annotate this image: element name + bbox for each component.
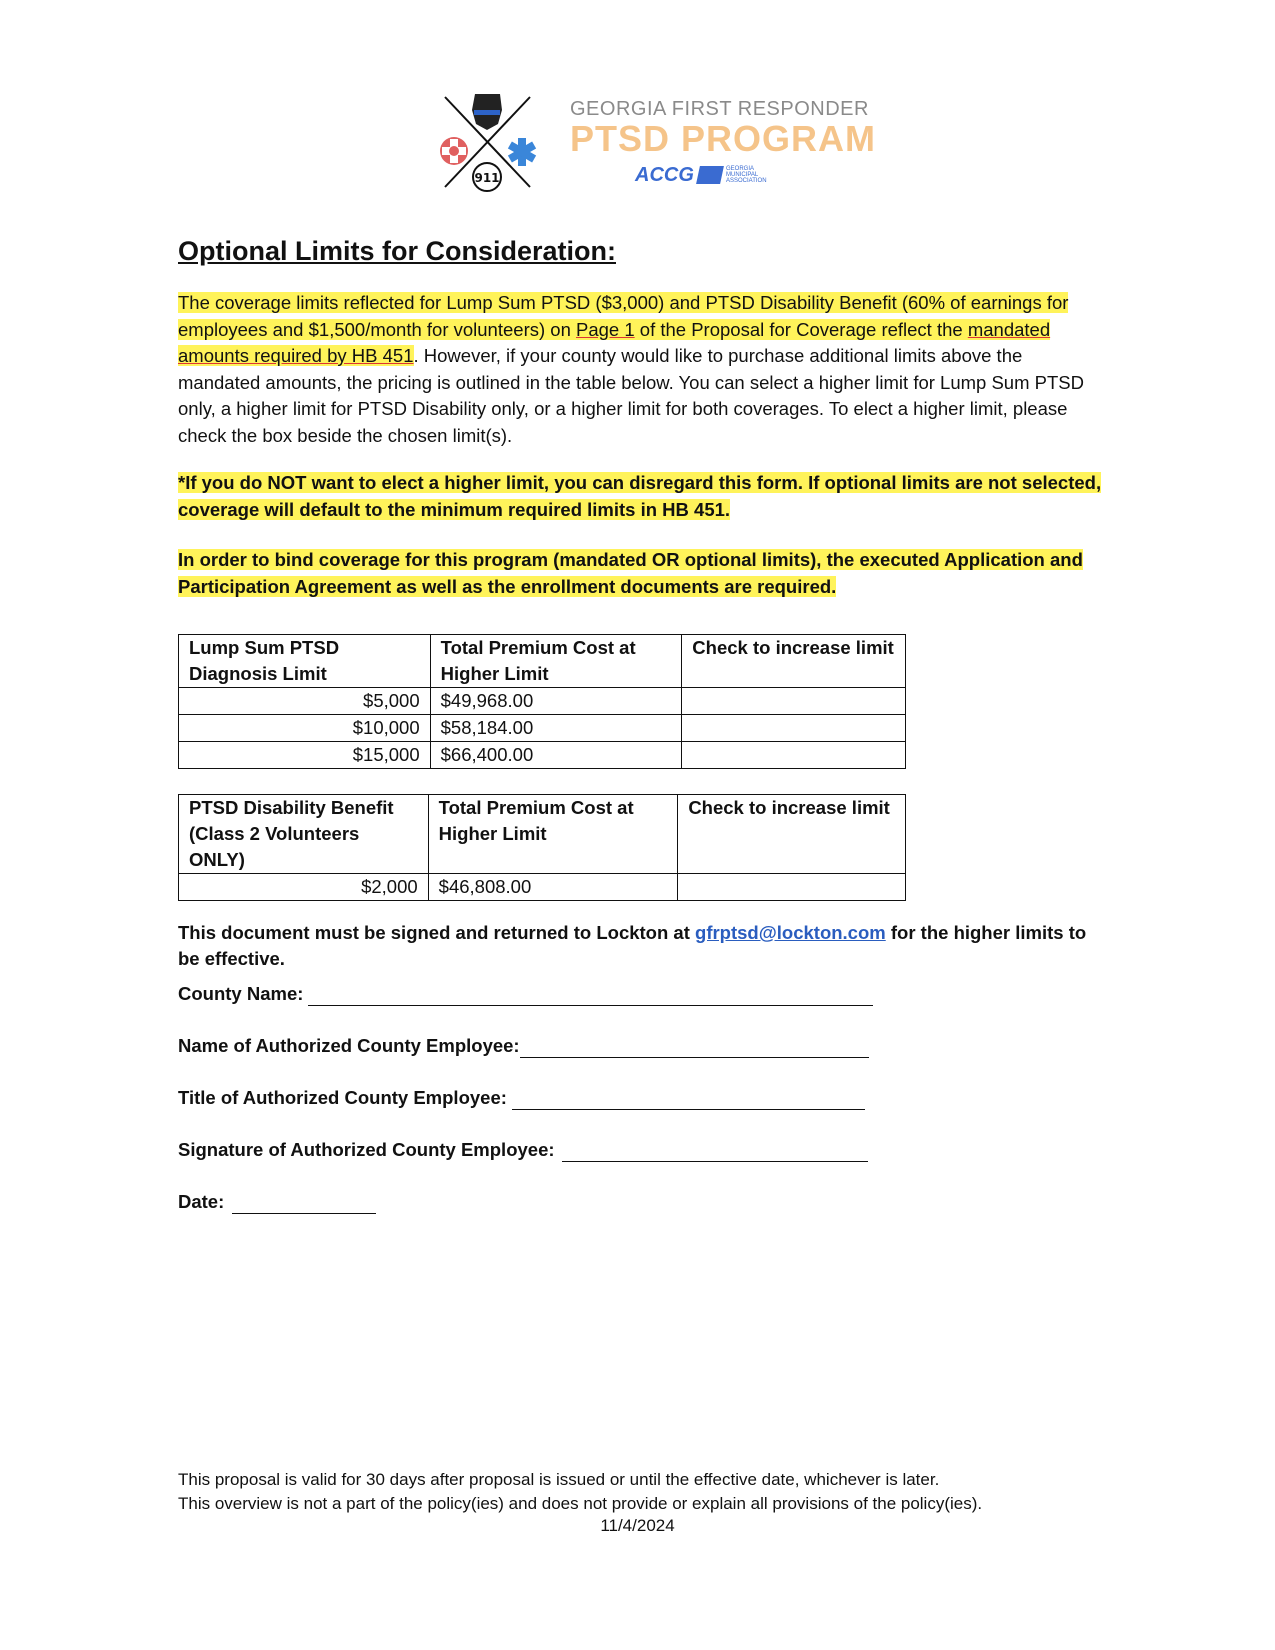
page-title: Optional Limits for Consideration: [178,236,616,266]
signature-input[interactable] [562,1141,868,1162]
gma-mark-icon [696,166,724,184]
table-header: Total Premium Cost at Higher Limit [428,795,678,874]
employee-name-label: Name of Authorized County Employee: [178,1035,520,1056]
check-increase-15000[interactable] [682,742,906,769]
date-label: Date: [178,1191,225,1212]
check-increase-2000[interactable] [678,874,906,901]
footer-date: 11/4/2024 [600,1516,675,1535]
table-header: Lump Sum PTSD Diagnosis Limit [179,635,431,688]
table-row: $2,000 $46,808.00 [179,874,906,901]
employee-name-input[interactable] [520,1037,869,1058]
employee-title-input[interactable] [512,1089,865,1110]
footer-disclaimer: This proposal is valid for 30 days after proposal is issued or until the effective date, whichever is later. This overview is not a part of the policy(ies) and does not provide or explain all provisions of the policy(ies). [178,1470,983,1513]
disability-table [178,794,906,901]
county-name-input[interactable] [308,985,873,1006]
notice-disregard: *If you do NOT want to elect a higher limit, you can disregard this form. If optional limits are not selected, coverage will default to the minimum required limits in HB 451. [178,472,1102,520]
employee-title-label: Title of Authorized County Employee: [178,1087,507,1108]
table-row: $15,000 $66,400.00 [179,742,906,769]
signoff-notice: This document must be signed and returned to Lockton at gfrptsd@lockton.com for the higher limits to be effective. [178,922,1087,969]
star-of-life-icon [508,138,536,166]
table-header: Check to increase limit [678,795,906,874]
logo-text-georgia: GEORGIA FIRST RESPONDER [570,98,869,120]
table-header: Total Premium Cost at Higher Limit [430,635,682,688]
email-link[interactable]: gfrptsd@lockton.com [695,922,886,943]
logo-gma: GEORGIA MUNICIPAL ASSOCIATION [698,164,808,186]
program-logo [430,92,880,212]
check-increase-5000[interactable] [682,688,906,715]
table-header: PTSD Disability Benefit (Class 2 Volunteers ONLY) [179,795,429,874]
date-input[interactable] [232,1193,376,1214]
county-name-label: County Name: [178,983,304,1004]
table-row: $5,000 $49,968.00 [179,688,906,715]
page-1-link[interactable]: Page 1 [576,318,635,340]
first-responder-emblem-icon [430,92,560,212]
intro-paragraph: The coverage limits reflected for Lump Sum PTSD ($3,000) and PTSD Disability Benefit (60% of earnings for employees and $1,500/month for volunteers) on Page 1 of the Proposal for Coverage reflect the mandated amounts required by HB 451. However, if your county would like to purchase additional limits above the mandated amounts, the pricing is outlined in the table below. You can select a higher limit for Lump Sum PTSD only, a higher limit for PTSD Disability only, or a higher limit for both coverages. To elect a higher limit, please check the box beside the chosen limit(s). [178,292,1084,446]
table-row: $10,000 $58,184.00 [179,715,906,742]
svg-text:911: 911 [474,171,500,185]
logo-text-ptsd: PTSD PROGRAM [570,118,877,159]
logo-accg: ACCG [635,164,694,186]
table-header: Check to increase limit [682,635,906,688]
fire-cross-icon [440,137,468,165]
lump-sum-table [178,634,906,769]
check-increase-10000[interactable] [682,715,906,742]
signature-label: Signature of Authorized County Employee: [178,1139,555,1160]
notice-bind: In order to bind coverage for this program (mandated OR optional limits), the executed Application and Participation Agreement as well as the enrollment documents are required. [178,549,1083,597]
